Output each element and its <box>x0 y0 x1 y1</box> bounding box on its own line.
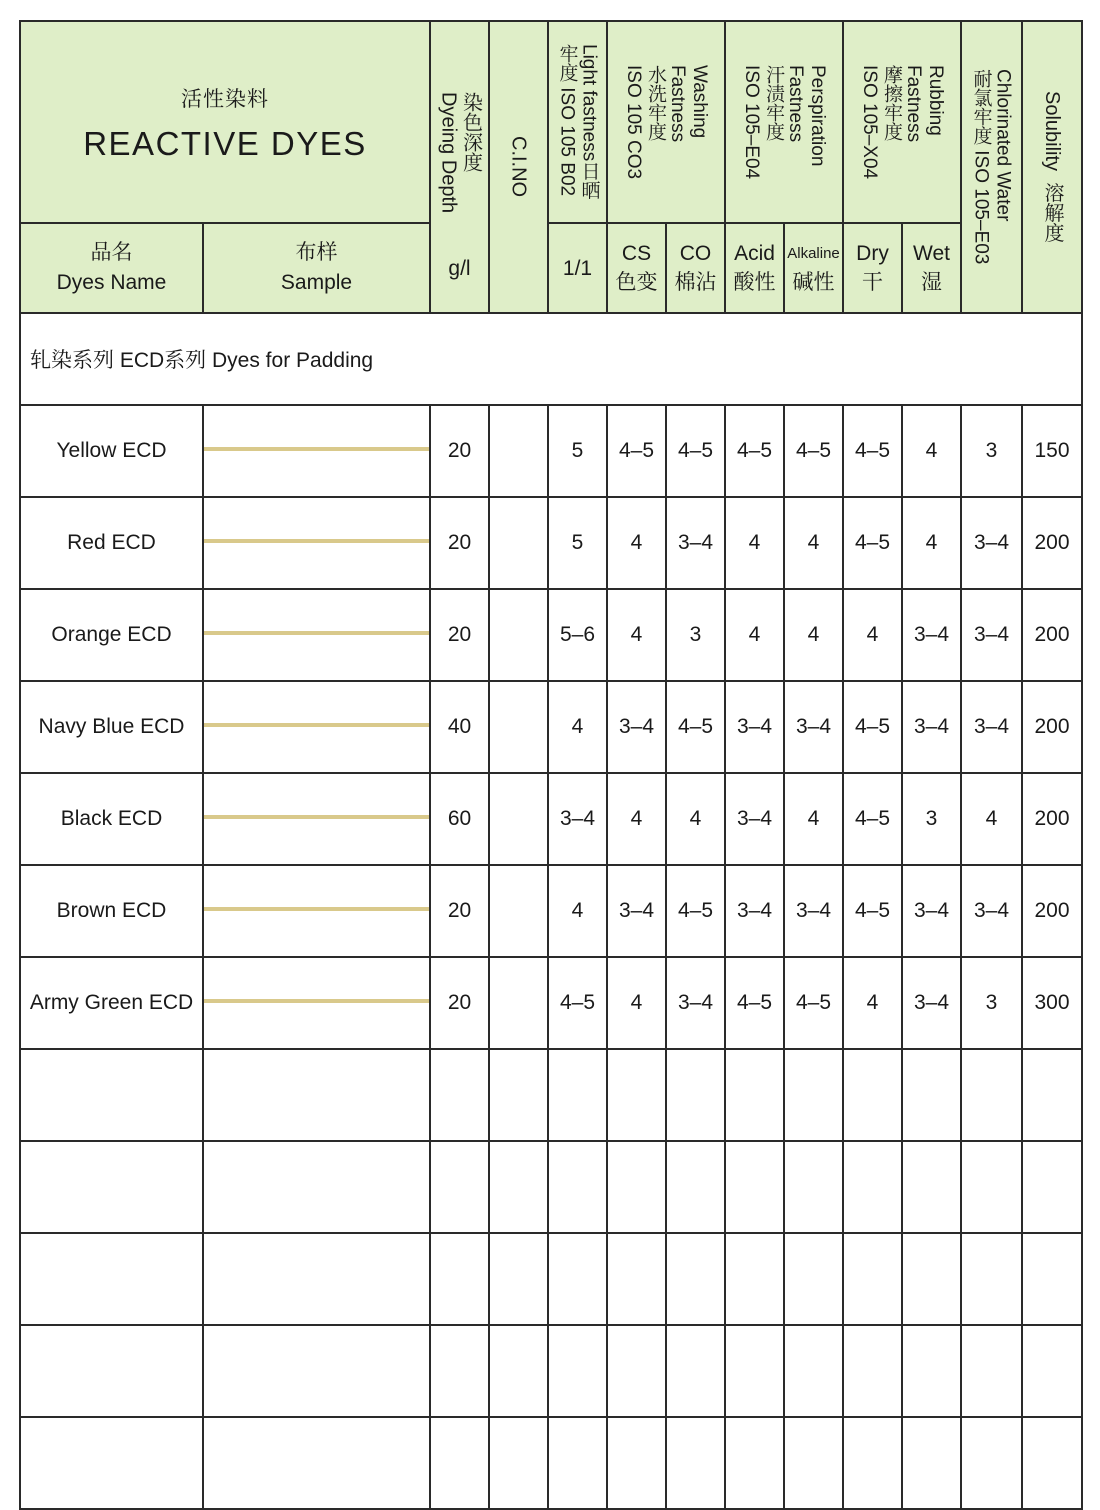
empty-row <box>20 1325 1082 1417</box>
acid-value: 3–4 <box>725 865 784 957</box>
empty-cell <box>843 1325 902 1417</box>
alkaline-value: 3–4 <box>784 865 843 957</box>
wet-value: 3–4 <box>902 589 961 681</box>
empty-cell <box>203 1417 430 1509</box>
empty-cell <box>1022 1049 1082 1141</box>
wet-value: 3–4 <box>902 957 961 1049</box>
empty-cell <box>843 1417 902 1509</box>
empty-cell <box>607 1325 666 1417</box>
dye-name: Brown ECD <box>20 865 203 957</box>
header-row-top <box>20 21 1082 223</box>
cino-value <box>489 865 548 957</box>
empty-cell <box>961 1417 1022 1509</box>
wet-value: 3–4 <box>902 681 961 773</box>
co-value: 3–4 <box>666 497 725 589</box>
co-value: 3–4 <box>666 957 725 1049</box>
depth-value: 20 <box>430 589 489 681</box>
cs-value: 3–4 <box>607 865 666 957</box>
washing-header <box>607 21 725 223</box>
cino-value <box>489 405 548 497</box>
cs-header <box>607 223 666 313</box>
empty-cell <box>725 1417 784 1509</box>
header-row-bottom <box>20 223 1082 313</box>
light-value: 5 <box>548 405 607 497</box>
solubility-value: 150 <box>1022 405 1082 497</box>
wet-value: 4 <box>902 497 961 589</box>
empty-cell <box>548 1417 607 1509</box>
empty-cell <box>430 1417 489 1509</box>
empty-cell <box>725 1141 784 1233</box>
empty-cell <box>666 1233 725 1325</box>
cs-value: 3–4 <box>607 681 666 773</box>
empty-cell <box>666 1049 725 1141</box>
wet-label-cn: 湿 <box>921 271 943 294</box>
dye-name: Army Green ECD <box>20 957 203 1049</box>
cino-value <box>489 497 548 589</box>
co-value: 4–5 <box>666 681 725 773</box>
wet-label: Wet <box>913 242 950 265</box>
light-value: 5–6 <box>548 589 607 681</box>
alkaline-value: 4–5 <box>784 405 843 497</box>
alkaline-header <box>784 223 843 313</box>
empty-cell <box>20 1233 203 1325</box>
empty-row <box>20 1049 1082 1141</box>
empty-cell <box>784 1233 843 1325</box>
table-row <box>20 497 1082 589</box>
title-cn: 活性染料 <box>181 88 269 111</box>
sample-cell <box>203 957 430 1049</box>
co-label-cn: 棉沾 <box>674 271 717 294</box>
empty-cell <box>548 1141 607 1233</box>
table-row <box>20 957 1082 1049</box>
cs-label: CS <box>621 242 652 265</box>
alkaline-value: 4 <box>784 773 843 865</box>
empty-cell <box>548 1233 607 1325</box>
depth-value: 60 <box>430 773 489 865</box>
cs-value: 4 <box>607 497 666 589</box>
cino-value <box>489 773 548 865</box>
co-value: 4–5 <box>666 405 725 497</box>
empty-cell <box>203 1141 430 1233</box>
light-sub: 1/1 <box>562 256 593 280</box>
chlorine-value: 3–4 <box>961 589 1022 681</box>
series-label: 轧染系列 ECD系列 Dyes for Padding <box>20 313 1082 405</box>
empty-cell <box>489 1233 548 1325</box>
light-value: 5 <box>548 497 607 589</box>
depth-header <box>430 21 489 313</box>
acid-label: Acid <box>734 242 775 265</box>
chlorinated-label: Chlorinated Water 耐氯牢度 ISO 105–E03 <box>970 69 1014 265</box>
light-value: 4–5 <box>548 957 607 1049</box>
empty-cell <box>1022 1417 1082 1509</box>
empty-cell <box>20 1141 203 1233</box>
co-value: 3 <box>666 589 725 681</box>
dye-name: Yellow ECD <box>20 405 203 497</box>
sample-cell <box>203 681 430 773</box>
empty-cell <box>607 1417 666 1509</box>
cino-label: C.I.NO <box>507 136 530 198</box>
empty-cell <box>20 1417 203 1509</box>
sample-header <box>203 223 430 313</box>
dye-name: Red ECD <box>20 497 203 589</box>
cs-value: 4 <box>607 773 666 865</box>
sample-cell <box>203 773 430 865</box>
empty-cell <box>725 1325 784 1417</box>
cino-header <box>489 21 548 313</box>
alkaline-value: 3–4 <box>784 681 843 773</box>
empty-cell <box>784 1417 843 1509</box>
empty-cell <box>548 1325 607 1417</box>
wet-value: 3–4 <box>902 865 961 957</box>
empty-cell <box>548 1049 607 1141</box>
depth-value: 20 <box>430 405 489 497</box>
solubility-value: 200 <box>1022 773 1082 865</box>
cs-value: 4 <box>607 957 666 1049</box>
solubility-label: Solubility 溶解度 <box>1041 91 1064 243</box>
empty-cell <box>784 1325 843 1417</box>
empty-cell <box>1022 1325 1082 1417</box>
empty-cell <box>607 1233 666 1325</box>
empty-cell <box>607 1141 666 1233</box>
light-fastness-label: Light fastness日晒 牢度 ISO 105 B02 <box>556 44 600 200</box>
sample-cell <box>203 865 430 957</box>
co-value: 4 <box>666 773 725 865</box>
cino-value <box>489 957 548 1049</box>
empty-cell <box>784 1049 843 1141</box>
dye-table <box>19 20 1083 1510</box>
empty-cell <box>430 1325 489 1417</box>
chlorine-value: 3–4 <box>961 865 1022 957</box>
wet-value: 4 <box>902 405 961 497</box>
solubility-value: 200 <box>1022 681 1082 773</box>
dry-value: 4 <box>843 957 902 1049</box>
dye-name: Black ECD <box>20 773 203 865</box>
chlorine-value: 3–4 <box>961 497 1022 589</box>
chlorinated-header <box>961 21 1022 313</box>
empty-cell <box>843 1049 902 1141</box>
dyes-name-cn: 品名 <box>90 241 133 264</box>
acid-value: 4–5 <box>725 405 784 497</box>
acid-value: 3–4 <box>725 773 784 865</box>
empty-cell <box>203 1049 430 1141</box>
dye-name: Navy Blue ECD <box>20 681 203 773</box>
chlorine-value: 4 <box>961 773 1022 865</box>
light-value: 3–4 <box>548 773 607 865</box>
empty-row <box>20 1233 1082 1325</box>
empty-cell <box>961 1233 1022 1325</box>
empty-cell <box>430 1049 489 1141</box>
cino-value <box>489 681 548 773</box>
empty-cell <box>430 1233 489 1325</box>
solubility-value: 300 <box>1022 957 1082 1049</box>
sample-cell <box>203 589 430 681</box>
acid-value: 4–5 <box>725 957 784 1049</box>
sample-cell <box>203 497 430 589</box>
dry-value: 4–5 <box>843 405 902 497</box>
empty-cell <box>784 1141 843 1233</box>
empty-cell <box>902 1049 961 1141</box>
sample-cn: 布样 <box>295 241 338 264</box>
empty-cell <box>489 1049 548 1141</box>
co-header <box>666 223 725 313</box>
dye-name: Orange ECD <box>20 589 203 681</box>
light-value: 4 <box>548 681 607 773</box>
empty-cell <box>489 1417 548 1509</box>
empty-cell <box>20 1049 203 1141</box>
table-row <box>20 865 1082 957</box>
empty-cell <box>489 1141 548 1233</box>
depth-unit: g/l <box>448 257 471 280</box>
sample-cell <box>203 405 430 497</box>
light-value: 4 <box>548 865 607 957</box>
empty-cell <box>843 1233 902 1325</box>
empty-cell <box>20 1325 203 1417</box>
depth-value: 20 <box>430 497 489 589</box>
empty-cell <box>1022 1233 1082 1325</box>
rubbing-header <box>843 21 961 223</box>
solubility-header <box>1022 21 1082 313</box>
wet-value: 3 <box>902 773 961 865</box>
cino-value <box>489 589 548 681</box>
rubbing-label: Rubbing Fastness 摩擦牢度 ISO 105–X04 <box>859 64 947 180</box>
series-row <box>20 313 1082 405</box>
chlorine-value: 3–4 <box>961 681 1022 773</box>
alkaline-label: Alkaline <box>787 245 840 262</box>
dry-value: 4–5 <box>843 497 902 589</box>
sample-en: Sample <box>280 271 353 294</box>
acid-value: 4 <box>725 589 784 681</box>
alkaline-label-cn: 碱性 <box>792 271 835 294</box>
empty-cell <box>961 1141 1022 1233</box>
empty-cell <box>666 1417 725 1509</box>
dry-header <box>843 223 902 313</box>
perspiration-label: Perspiration Fastness 汗渍牢度 ISO 105–E04 <box>741 64 829 180</box>
empty-cell <box>902 1141 961 1233</box>
solubility-value: 200 <box>1022 865 1082 957</box>
chlorine-value: 3 <box>961 405 1022 497</box>
empty-row <box>20 1141 1082 1233</box>
dry-value: 4 <box>843 589 902 681</box>
depth-label: 染色深度 Dyeing Depth <box>437 92 482 214</box>
dry-label: Dry <box>856 242 889 265</box>
empty-cell <box>843 1141 902 1233</box>
empty-cell <box>666 1141 725 1233</box>
washing-label: Washing Fastness 水洗牢度 ISO 105 CO3 <box>623 64 711 180</box>
table-row <box>20 773 1082 865</box>
table-title <box>20 21 430 223</box>
empty-cell <box>203 1233 430 1325</box>
dye-data-sheet <box>19 20 1081 1464</box>
title-en: REACTIVE DYES <box>83 125 367 162</box>
table-row <box>20 589 1082 681</box>
table-row <box>20 405 1082 497</box>
empty-cell <box>902 1417 961 1509</box>
dyes-name-en: Dyes Name <box>56 271 167 294</box>
depth-value: 20 <box>430 957 489 1049</box>
acid-header <box>725 223 784 313</box>
dry-value: 4–5 <box>843 773 902 865</box>
wet-header <box>902 223 961 313</box>
dry-value: 4–5 <box>843 681 902 773</box>
empty-cell <box>961 1325 1022 1417</box>
empty-cell <box>725 1049 784 1141</box>
empty-cell <box>489 1325 548 1417</box>
depth-value: 20 <box>430 865 489 957</box>
empty-cell <box>725 1233 784 1325</box>
dry-value: 4–5 <box>843 865 902 957</box>
light-sub-header <box>548 223 607 313</box>
dyes-name-header <box>20 223 203 313</box>
co-label: CO <box>679 242 712 265</box>
acid-label-cn: 酸性 <box>733 271 776 294</box>
light-fastness-header <box>548 21 607 223</box>
solubility-value: 200 <box>1022 497 1082 589</box>
empty-cell <box>902 1325 961 1417</box>
acid-value: 3–4 <box>725 681 784 773</box>
empty-cell <box>1022 1141 1082 1233</box>
empty-cell <box>666 1325 725 1417</box>
cs-value: 4 <box>607 589 666 681</box>
alkaline-value: 4 <box>784 589 843 681</box>
solubility-value: 200 <box>1022 589 1082 681</box>
dry-label-cn: 干 <box>862 271 884 294</box>
alkaline-value: 4–5 <box>784 957 843 1049</box>
cs-label-cn: 色变 <box>615 271 658 294</box>
data-rows <box>20 405 1082 1509</box>
table-row <box>20 681 1082 773</box>
empty-cell <box>607 1049 666 1141</box>
depth-value: 40 <box>430 681 489 773</box>
empty-row <box>20 1417 1082 1509</box>
cs-value: 4–5 <box>607 405 666 497</box>
acid-value: 4 <box>725 497 784 589</box>
empty-cell <box>961 1049 1022 1141</box>
chlorine-value: 3 <box>961 957 1022 1049</box>
empty-cell <box>430 1141 489 1233</box>
empty-cell <box>902 1233 961 1325</box>
perspiration-header <box>725 21 843 223</box>
alkaline-value: 4 <box>784 497 843 589</box>
co-value: 4–5 <box>666 865 725 957</box>
empty-cell <box>203 1325 430 1417</box>
